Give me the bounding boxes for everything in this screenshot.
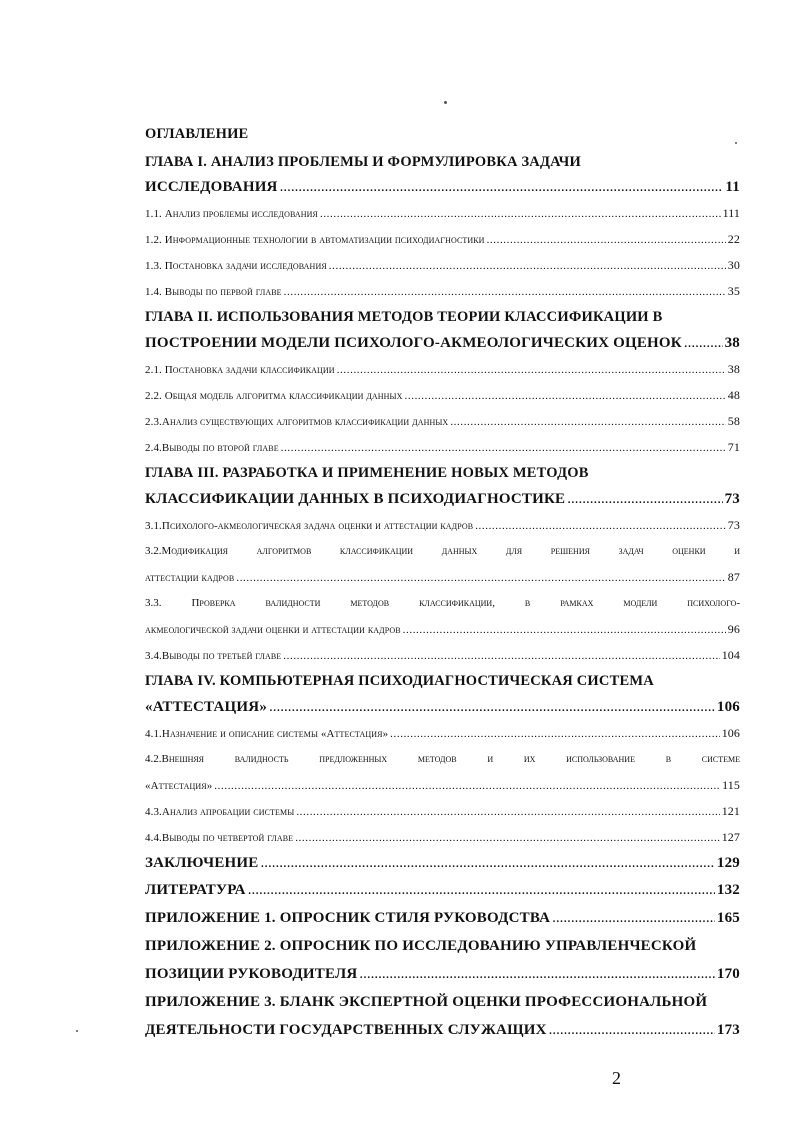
entry-page: 48 <box>727 388 740 402</box>
entry-title-line2: акмеологической задачи оценки и аттестации кадров <box>145 624 401 636</box>
leader-dots <box>567 486 722 512</box>
chapter-3-entry[interactable] <box>145 486 740 512</box>
chapter-2-title-line2: ПОСТРОЕНИИ МОДЕЛИ ПСИХОЛОГО-АКМЕОЛОГИЧЕСКИХ ОЦЕНОК <box>145 335 682 351</box>
conclusion-title: ЗАКЛЮЧЕНИЕ <box>145 855 259 871</box>
toc-entry[interactable] <box>145 642 740 668</box>
leader-dots <box>281 435 726 461</box>
chapter-4-entry[interactable] <box>145 694 740 720</box>
entry-title: 1.1. Анализ проблемы исследования <box>145 208 318 220</box>
toc-entry[interactable] <box>145 824 740 850</box>
leader-dots <box>320 201 721 227</box>
leader-dots <box>359 960 715 988</box>
literature-entry[interactable] <box>145 876 740 904</box>
entry-title-line2: «Аттестация» <box>145 780 213 792</box>
entry-page: 22 <box>727 232 740 246</box>
appendix-1-title: ПРИЛОЖЕНИЕ 1. ОПРОСНИК СТИЛЯ РУКОВОДСТВА <box>145 910 551 926</box>
chapter-1-title-line1: ГЛАВА I. АНАЛИЗ ПРОБЛЕМЫ И ФОРМУЛИРОВКА ЗАДАЧИ <box>145 154 581 170</box>
entry-title: 1.2. Информационные технологии в автоматизации психодиагностики <box>145 234 485 246</box>
toc-entry[interactable] <box>145 408 740 434</box>
appendix-2-page: 170 <box>716 966 740 982</box>
chapter-3-title-line1: ГЛАВА III. РАЗРАБОТКА И ПРИМЕНЕНИЕ НОВЫХ МЕТОДОВ <box>145 465 589 481</box>
leader-dots <box>295 825 719 851</box>
chapter-1-title-line2: ИССЛЕДОВАНИЯ <box>145 179 278 195</box>
toc-entry[interactable] <box>145 252 740 278</box>
entry-title-line2: аттестации кадров <box>145 572 235 584</box>
toc-entry[interactable] <box>145 278 740 304</box>
entry-page: 115 <box>722 778 740 792</box>
table-of-contents <box>145 122 740 1044</box>
toc-entry[interactable] <box>145 512 740 538</box>
entry-page: 58 <box>727 414 740 428</box>
appendix-1-entry[interactable] <box>145 904 740 932</box>
appendix-1-page: 165 <box>716 910 740 926</box>
page-number: 2 <box>612 1068 621 1088</box>
entry-title: 4.3.Анализ апробации системы <box>145 806 295 818</box>
chapter-2-entry[interactable] <box>145 330 740 356</box>
literature-page: 132 <box>716 882 740 898</box>
entry-title: 2.3.Анализ существующих алгоритмов классификации данных <box>145 416 449 428</box>
entry-page: 35 <box>727 284 740 298</box>
toc-entry[interactable] <box>145 434 740 460</box>
toc-entry[interactable] <box>145 382 740 408</box>
appendix-2-entry[interactable] <box>145 960 740 988</box>
chapter-3-title-line2: КЛАССИФИКАЦИИ ДАННЫХ В ПСИХОДИАГНОСТИКЕ <box>145 491 566 507</box>
conclusion-entry[interactable] <box>145 850 740 876</box>
appendix-3-entry[interactable] <box>145 1016 740 1044</box>
entry-title: 3.4.Выводы по третьей главе <box>145 650 282 662</box>
entry-title: 2.1. Постановка задачи классификации <box>145 364 335 376</box>
leader-dots <box>450 409 725 435</box>
leader-dots <box>248 876 715 904</box>
appendix-3-title-line2: ДЕЯТЕЛЬНОСТИ ГОСУДАРСТВЕННЫХ СЛУЖАЩИХ <box>145 1022 547 1038</box>
toc-entry[interactable] <box>145 720 740 746</box>
leader-dots <box>236 565 725 591</box>
leader-dots <box>269 694 715 720</box>
entry-title: 3.1.Психолого-акмеологическая задача оценки и аттестации кадров <box>145 520 474 532</box>
chapter-4-title-line2: «АТТЕСТАЦИЯ» <box>145 699 268 715</box>
entry-page: 106 <box>721 726 740 740</box>
entry-page: 38 <box>727 362 740 376</box>
leader-dots <box>280 174 724 200</box>
entry-page: 121 <box>721 804 740 818</box>
leader-dots <box>296 799 719 825</box>
leader-dots <box>337 357 726 383</box>
entry-page: 127 <box>721 830 740 844</box>
leader-dots <box>403 617 726 643</box>
toc-entry[interactable] <box>145 226 740 252</box>
leader-dots <box>284 279 726 305</box>
entry-page: 96 <box>727 622 740 636</box>
scan-speck <box>76 1030 78 1032</box>
appendix-2-title-line1: ПРИЛОЖЕНИЕ 2. ОПРОСНИК ПО ИССЛЕДОВАНИЮ УПРАВЛЕНЧЕСКОЙ <box>145 938 697 954</box>
leader-dots <box>283 643 719 669</box>
leader-dots <box>684 330 723 356</box>
literature-title: ЛИТЕРАТУРА <box>145 882 246 898</box>
scan-speck <box>444 101 447 104</box>
entry-title-line1[interactable]: 4.2.Внешняя валидность предложенных методов и их использование в системе <box>145 753 740 765</box>
toc-title: ОГЛАВЛЕНИЕ <box>145 126 249 142</box>
entry-title-line1[interactable]: 3.3. Проверка валидности методов классификации, в рамках модели психолого- <box>145 597 740 609</box>
chapter-1-entry[interactable] <box>145 174 740 200</box>
entry-page: 71 <box>727 440 740 454</box>
entry-title: 4.1.Назначение и описание системы «Аттестация» <box>145 728 389 740</box>
toc-entry[interactable] <box>145 616 740 642</box>
toc-entry[interactable] <box>145 772 740 798</box>
toc-entry[interactable] <box>145 564 740 590</box>
appendix-3-title-line1: ПРИЛОЖЕНИЕ 3. БЛАНК ЭКСПЕРТНОЙ ОЦЕНКИ ПРОФЕССИОНАЛЬНОЙ <box>145 994 708 1010</box>
entry-page: 111 <box>722 206 740 220</box>
entry-page: 73 <box>727 518 740 532</box>
chapter-3-page: 73 <box>724 491 740 507</box>
leader-dots <box>549 1016 715 1044</box>
entry-page: 30 <box>727 258 740 272</box>
chapter-2-page: 38 <box>724 335 740 351</box>
entry-title: 2.4.Выводы по второй главе <box>145 442 279 454</box>
appendix-2-title-line2: ПОЗИЦИИ РУКОВОДИТЕЛЯ <box>145 966 358 982</box>
entry-title: 2.2. Общая модель алгоритма классификации данных <box>145 390 403 402</box>
toc-entry[interactable] <box>145 200 740 226</box>
chapter-2-title-line1: ГЛАВА II. ИСПОЛЬЗОВАНИЯ МЕТОДОВ ТЕОРИИ КЛАССИФИКАЦИИ В <box>145 309 663 325</box>
leader-dots <box>214 773 720 799</box>
leader-dots <box>260 850 714 876</box>
leader-dots <box>390 721 720 747</box>
entry-title: 4.4.Выводы по четвертой главе <box>145 832 294 844</box>
leader-dots <box>552 904 715 932</box>
entry-page: 104 <box>721 648 740 662</box>
chapter-4-page: 106 <box>716 699 740 715</box>
leader-dots <box>475 513 726 539</box>
toc-entry[interactable] <box>145 356 740 382</box>
toc-entry[interactable] <box>145 798 740 824</box>
appendix-3-page: 173 <box>716 1022 740 1038</box>
entry-title: 1.3. Постановка задачи исследования <box>145 260 327 272</box>
chapter-4-title-line1: ГЛАВА IV. КОМПЬЮТЕРНАЯ ПСИХОДИАГНОСТИЧЕСКАЯ СИСТЕМА <box>145 673 654 689</box>
chapter-1-page: 11 <box>725 179 740 195</box>
entry-page: 87 <box>727 570 740 584</box>
leader-dots <box>487 227 726 253</box>
entry-title: 1.4. Выводы по первой главе <box>145 286 282 298</box>
leader-dots <box>329 253 726 279</box>
conclusion-page: 129 <box>716 855 740 871</box>
entry-title-line1[interactable]: 3.2.Модификация алгоритмов классификации данных для решения задач оценки и <box>145 545 740 557</box>
leader-dots <box>405 383 726 409</box>
